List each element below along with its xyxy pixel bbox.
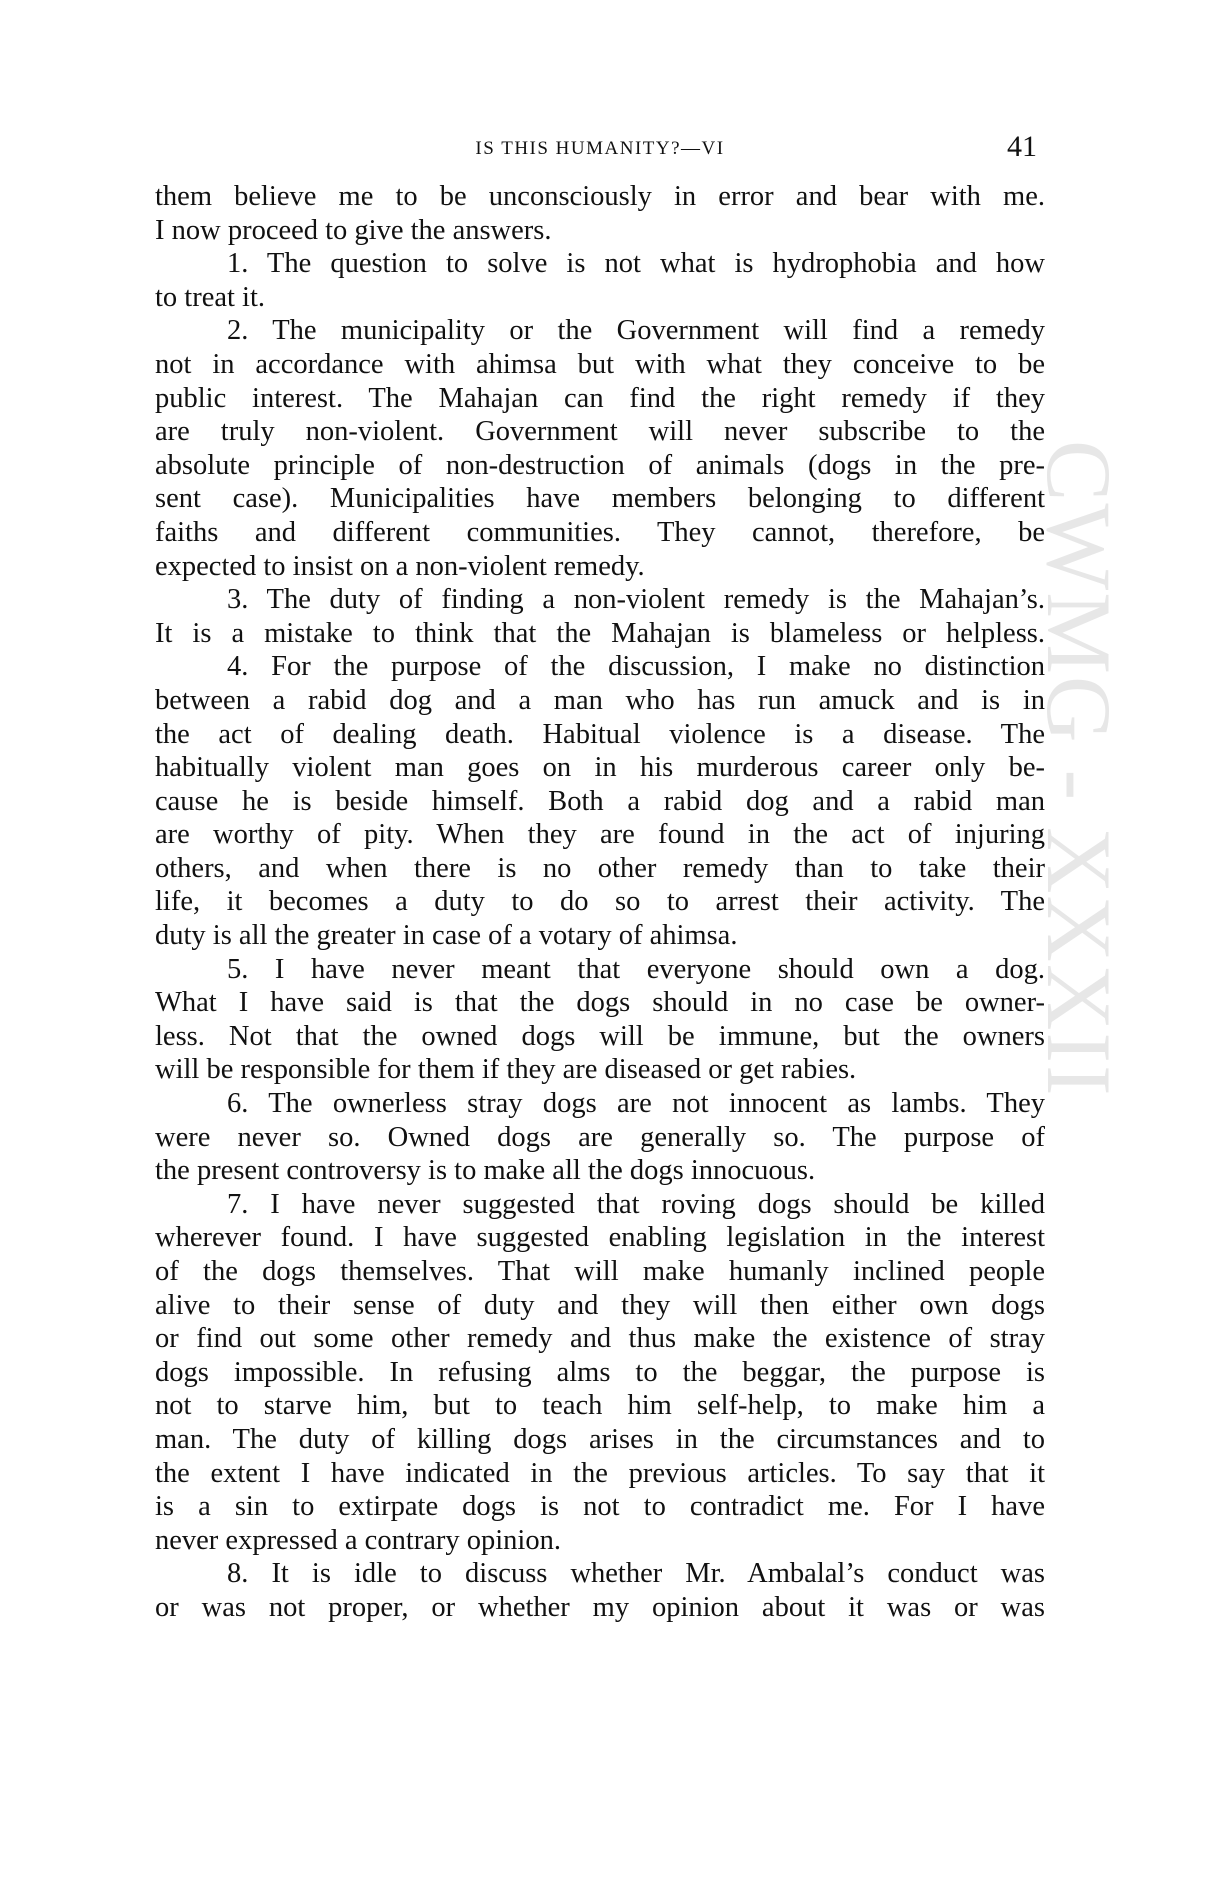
text-line: or find out some other remedy and thus make the existence of stray bbox=[155, 1323, 1045, 1355]
text-line: alive to their sense of duty and they will then either own dogs bbox=[155, 1289, 1045, 1321]
text-line: of the dogs themselves. That will make humanly inclined people bbox=[155, 1256, 1045, 1287]
text-line: are worthy of pity. When they are found in the act of injuring bbox=[155, 819, 1045, 851]
text-line: I now proceed to give the answers. bbox=[155, 214, 552, 246]
text-line: not in accordance with ahimsa but with what they conceive to be bbox=[155, 348, 1045, 380]
text-line: is a sin to extirpate dogs is not to contradict me. For I have bbox=[155, 1491, 1045, 1523]
text-line: 6. The ownerless stray dogs are not innocent as lambs. They bbox=[227, 1088, 1045, 1120]
text-line: expected to insist on a non-violent remedy. bbox=[155, 550, 645, 582]
text-line: 5. I have never meant that everyone should own a dog. bbox=[227, 953, 1045, 985]
text-line: public interest. The Mahajan can find the right remedy if they bbox=[155, 382, 1045, 414]
text-line: cause he is beside himself. Both a rabid dog and a rabid man bbox=[155, 785, 1045, 817]
running-head bbox=[155, 130, 1045, 170]
text-line: dogs impossible. In refusing alms to the beggar, the purpose is bbox=[155, 1356, 1045, 1388]
text-line: the present controversy is to make all the dogs innocuous. bbox=[155, 1155, 816, 1187]
text-line: the act of dealing death. Habitual violence is a disease. The bbox=[155, 718, 1045, 750]
text-line: are truly non-violent. Government will never subscribe to the bbox=[155, 416, 1045, 448]
text-line: sent case). Municipalities have members belonging to different bbox=[155, 483, 1045, 515]
text-line: 3. The duty of finding a non-violent remedy is the Mahajan’s. bbox=[227, 584, 1045, 616]
text-line: between a rabid dog and a man who has run amuck and is in bbox=[155, 684, 1045, 716]
text-line: man. The duty of killing dogs arises in the circumstances and to bbox=[155, 1423, 1045, 1455]
text-line: life, it becomes a duty to do so to arrest their activity. The bbox=[155, 886, 1045, 918]
text-line: 1. The question to solve is not what is hydrophobia and how bbox=[227, 248, 1045, 280]
text-line: less. Not that the owned dogs will be immune, but the owners bbox=[155, 1020, 1045, 1052]
text-line: faiths and different communities. They cannot, therefore, be bbox=[155, 516, 1045, 548]
running-title: IS THIS HUMANITY?—VI bbox=[475, 138, 725, 159]
text-line: never expressed a contrary opinion. bbox=[155, 1524, 561, 1556]
text-line: or was not proper, or whether my opinion about it was or was bbox=[155, 1591, 1045, 1623]
watermark-text: CWMG - XXXII bbox=[1028, 440, 1130, 1098]
text-line: were never so. Owned dogs are generally so. The purpose of bbox=[155, 1121, 1045, 1153]
text-line: not to starve him, but to teach him self-help, to make him a bbox=[155, 1390, 1045, 1422]
text-line: absolute principle of non-destruction of animals (dogs in the pre- bbox=[155, 449, 1045, 481]
text-line: the extent I have indicated in the previous articles. To say that it bbox=[155, 1457, 1045, 1489]
text-line: them believe me to be unconsciously in error and bear with me. bbox=[155, 181, 1045, 212]
text-line: wherever found. I have suggested enabling legislation in the interest bbox=[155, 1222, 1045, 1254]
text-line: 7. I have never suggested that roving dogs should be killed bbox=[227, 1188, 1045, 1220]
body-text bbox=[155, 180, 1045, 1625]
page-number: 41 bbox=[1007, 130, 1037, 163]
text-line: It is a mistake to think that the Mahajan is blameless or helpless. bbox=[155, 617, 1045, 649]
text-line: will be responsible for them if they are diseased or get rabies. bbox=[155, 1054, 857, 1086]
text-line: 8. It is idle to discuss whether Mr. Ambalal’s conduct was bbox=[227, 1558, 1045, 1590]
text-line: 2. The municipality or the Government will find a remedy bbox=[227, 315, 1045, 347]
text-line: What I have said is that the dogs should in no case be owner- bbox=[155, 987, 1045, 1019]
text-line: to treat it. bbox=[155, 281, 266, 313]
watermark bbox=[1028, 440, 1182, 1470]
text-line: others, and when there is no other remedy than to take their bbox=[155, 852, 1045, 884]
text-line: habitually violent man goes on in his murderous career only be- bbox=[155, 752, 1045, 784]
text-line: 4. For the purpose of the discussion, I make no distinction bbox=[227, 651, 1045, 683]
text-line: duty is all the greater in case of a votary of ahimsa. bbox=[155, 920, 738, 952]
